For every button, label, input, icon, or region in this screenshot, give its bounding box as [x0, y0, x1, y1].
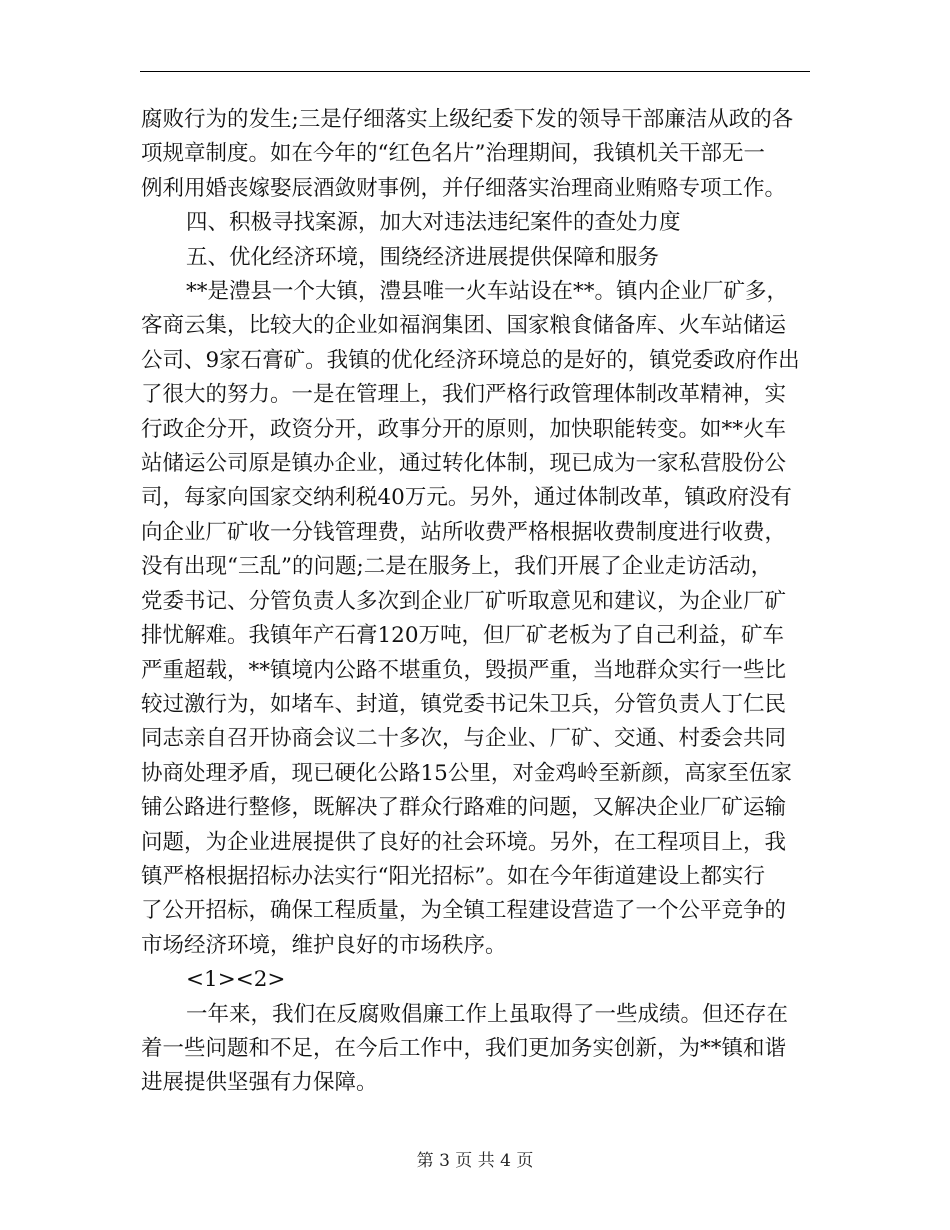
paragraph: [141, 206, 813, 240]
text-line: 排忧解难。我镇年产石膏120万吨，但厂矿老板为了自己利益，矿车: [141, 623, 785, 649]
text-line: 协商处理矛盾，现已硬化公路15公里，对金鸡岭至新颜，高家至伍家: [141, 760, 792, 786]
text-line: 进展提供坚强有力保障。: [141, 1070, 378, 1096]
text-line: 五、优化经济环境，围绕经济进展提供保障和服务: [186, 244, 660, 270]
text-line: 严重超载，**镇境内公路不堪重负，毁损严重，当地群众实行一些比: [141, 657, 787, 683]
page-number: 第 3 页 共 4 页: [416, 1151, 534, 1171]
text-line: <1><2>: [186, 967, 286, 993]
header-rule: [140, 71, 810, 72]
text-line: 站储运公司原是镇办企业，通过转化体制，现已成为一家私营股份公: [141, 451, 787, 477]
text-line: 四、积极寻找案源，加大对违法违纪案件的查处力度: [186, 210, 681, 236]
paragraph: [141, 998, 813, 1101]
text-line: 腐败行为的发生;三是仔细落实上级纪委下发的领导干部廉洁从政的各: [141, 107, 794, 132]
text-line: 同志亲自召开协商会议二十多次，与企业、厂矿、交通、村委会共同: [141, 726, 787, 752]
text-line: 党委书记、分管负责人多次到企业厂矿听取意见和建议，为企业厂矿: [141, 588, 787, 614]
text-line: **是澧县一个大镇，澧县唯一火车站设在**。镇内企业厂矿多，: [186, 279, 789, 305]
text-line: 客商云集，比较大的企业如福润集团、国家粮食储备库、火车站储运: [141, 313, 787, 339]
text-line: 没有出现“三乱”的问题;二是在服务上，我们开展了企业走访活动，: [141, 554, 773, 580]
text-line: 着一些问题和不足，在今后工作中，我们更加务实创新，为**镇和谐: [141, 1035, 787, 1061]
text-line: 一年来，我们在反腐败倡廉工作上虽取得了一些成绩。但还存在: [186, 1001, 789, 1027]
text-line: 公司、9家石膏矿。我镇的优化经济环境总的是好的，镇党委政府作出: [141, 347, 800, 373]
text-line: 问题，为企业进展提供了良好的社会环境。另外，在工程项目上，我: [141, 829, 787, 855]
text-line: 例利用婚丧嫁娶辰酒敛财事例，并仔细落实治理商业贿赂专项工作。: [141, 175, 787, 201]
text-line: 项规章制度。如在今年的“红色名片”治理期间，我镇机关干部无一: [141, 141, 765, 167]
paragraph: [141, 275, 813, 963]
paragraph: [141, 103, 813, 206]
text-line: 较过激行为，如堵车、封道，镇党委书记朱卫兵，分管负责人丁仁民: [141, 691, 787, 717]
text-line: 司，每家向国家交纳利税40万元。另外，通过体制改革，镇政府没有: [141, 485, 792, 511]
paragraph: [141, 963, 813, 997]
document-body: [141, 103, 813, 1101]
text-line: 镇严格根据招标办法实行“阳光招标”。如在今年街道建设上都实行: [141, 863, 765, 889]
paragraph: [141, 241, 813, 275]
text-line: 铺公路进行整修，既解决了群众行路难的问题，又解决企业厂矿运输: [141, 795, 787, 821]
text-line: 了很大的努力。一是在管理上，我们严格行政管理体制改革精神，实: [141, 382, 787, 408]
text-line: 向企业厂矿收一分钱管理费，站所收费严格根据收费制度进行收费，: [141, 519, 787, 545]
text-line: 了公开招标，确保工程质量，为全镇工程建设营造了一个公平竞争的: [141, 898, 787, 924]
text-line: 市场经济环境，维护良好的市场秩序。: [141, 932, 507, 958]
text-line: 行政企分开，政资分开，政事分开的原则，加快职能转变。如**火车: [141, 416, 787, 442]
